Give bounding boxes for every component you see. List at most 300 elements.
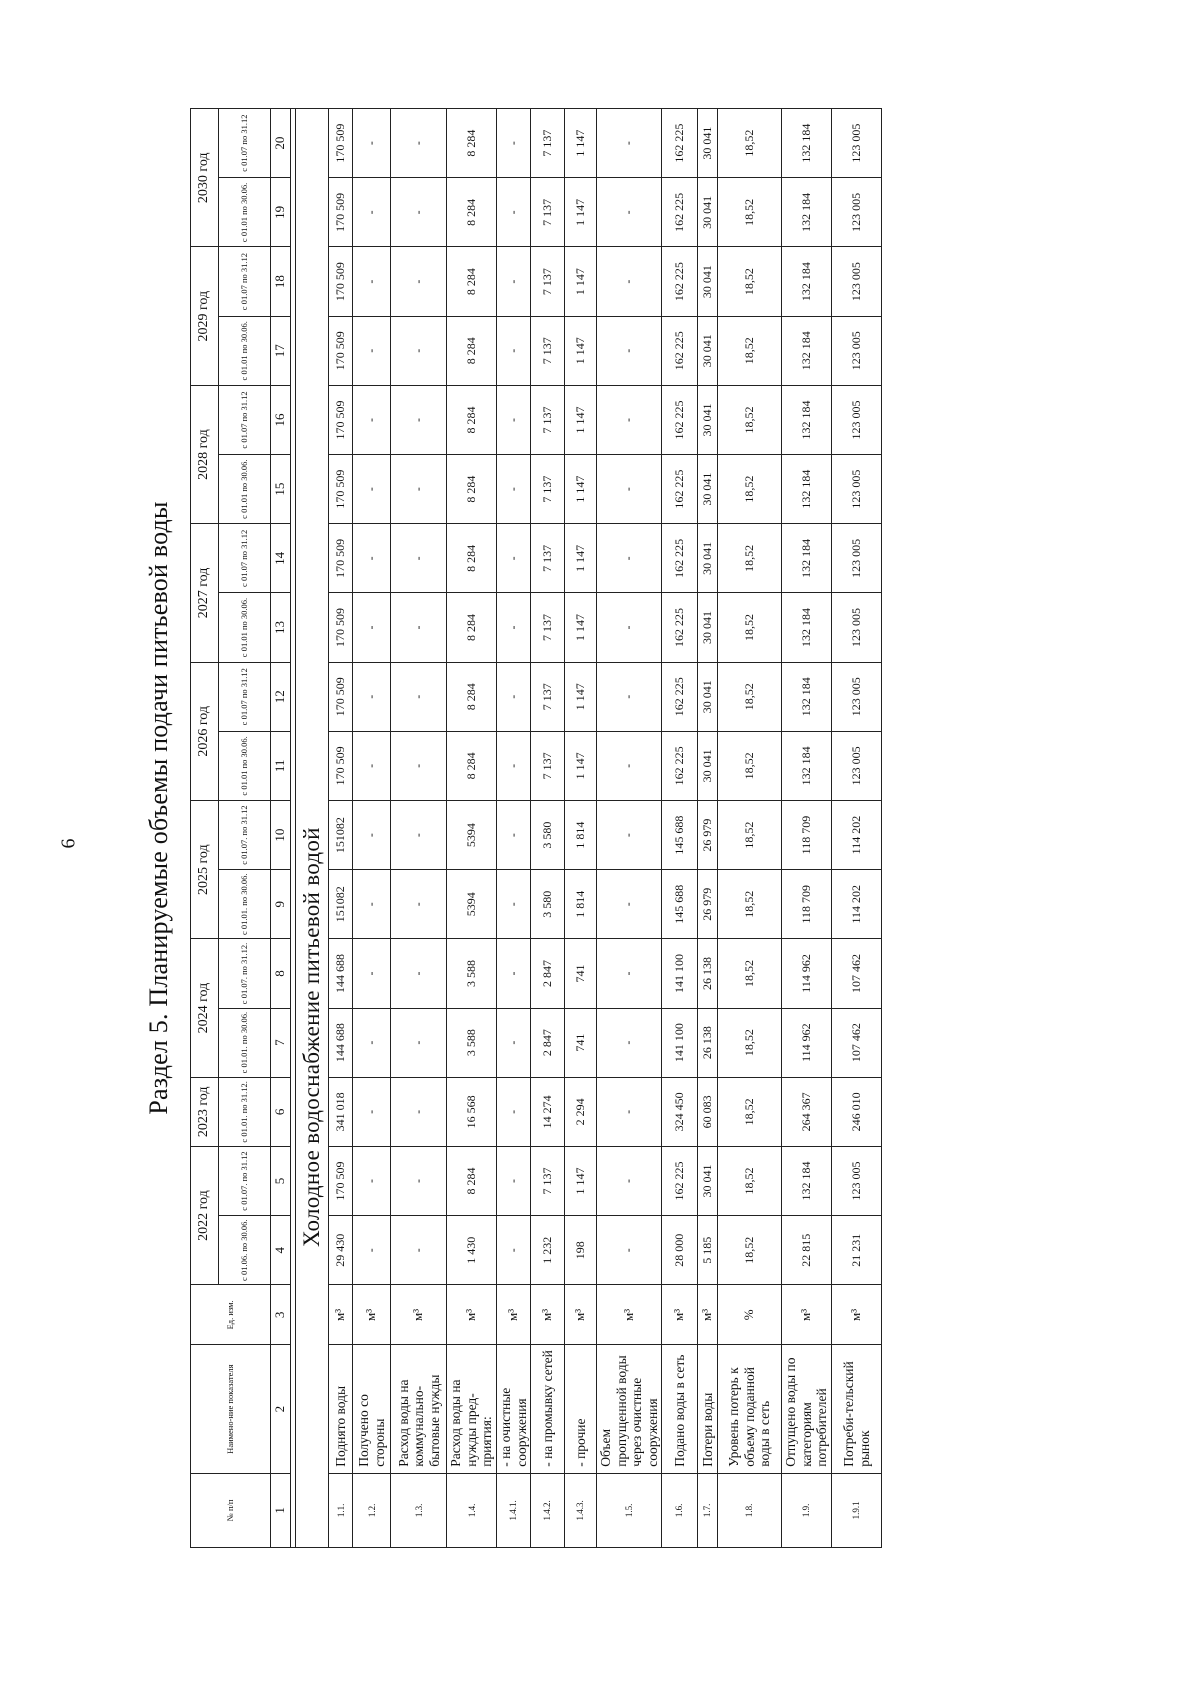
header-period: с 01.01 по 30.06. <box>219 178 271 247</box>
value-cell: - <box>353 870 391 939</box>
header-period: с 01.07. по 31.12. <box>219 939 271 1008</box>
value-cell: 18,52 <box>718 593 782 662</box>
value-cell: 170 509 <box>329 178 353 247</box>
value-cell: 246 010 <box>832 1077 882 1146</box>
header-year: 2026 год <box>191 662 219 800</box>
value-cell: 118 709 <box>782 800 832 869</box>
value-cell: 30 041 <box>698 385 718 454</box>
value-cell: - <box>391 662 447 731</box>
value-cell: - <box>353 385 391 454</box>
unit-cell: м³ <box>782 1285 832 1345</box>
unit-cell: м³ <box>496 1285 530 1345</box>
page-number: 6 <box>57 838 80 849</box>
header-period: с 01.07 по 31.12 <box>219 109 271 178</box>
value-cell: - <box>496 1008 530 1077</box>
value-cell: - <box>597 662 662 731</box>
value-cell: - <box>353 1008 391 1077</box>
value-cell: 1 147 <box>565 316 597 385</box>
value-cell: - <box>391 178 447 247</box>
value-cell: - <box>496 1077 530 1146</box>
value-cell: 141 100 <box>662 939 698 1008</box>
indicator-name: Потреби-тельский рынок <box>832 1345 882 1473</box>
value-cell: 144 688 <box>329 1008 353 1077</box>
column-number: 12 <box>271 662 291 731</box>
table-row <box>782 109 832 1548</box>
column-number: 18 <box>271 247 291 316</box>
value-cell: 8 284 <box>447 524 497 593</box>
column-number: 2 <box>271 1345 291 1473</box>
value-cell: 18,52 <box>718 109 782 178</box>
value-cell: 123 005 <box>832 316 882 385</box>
value-cell: 30 041 <box>698 731 718 800</box>
row-number: 1.4.1. <box>496 1473 530 1547</box>
value-cell: - <box>597 316 662 385</box>
value-cell: 170 509 <box>329 662 353 731</box>
value-cell: 145 688 <box>662 800 698 869</box>
column-number: 3 <box>271 1285 291 1345</box>
value-cell: 7 137 <box>531 593 565 662</box>
value-cell: 170 509 <box>329 731 353 800</box>
column-number: 16 <box>271 385 291 454</box>
row-number: 1.9. <box>782 1473 832 1547</box>
header-indicator-name: Наимено-ние показателя <box>191 1345 271 1473</box>
value-cell: 8 284 <box>447 247 497 316</box>
row-number: 1.6. <box>662 1473 698 1547</box>
indicator-name: Подано воды в сеть <box>662 1345 698 1473</box>
row-number: 1.4.3. <box>565 1473 597 1547</box>
value-cell: 26 979 <box>698 800 718 869</box>
value-cell: - <box>353 662 391 731</box>
indicator-name: Расход воды на нужды пред-приятия: <box>447 1345 497 1473</box>
table-row <box>718 109 782 1548</box>
value-cell: 8 284 <box>447 731 497 800</box>
section-heading-row: Холодное водоснабжение питьевой водой <box>296 109 329 1548</box>
value-cell: 18,52 <box>718 316 782 385</box>
value-cell: 18,52 <box>718 247 782 316</box>
column-number: 6 <box>271 1077 291 1146</box>
header-period: с 01.01 по 30.06. <box>219 455 271 524</box>
value-cell: - <box>353 247 391 316</box>
value-cell: 7 137 <box>531 247 565 316</box>
value-cell: 3 588 <box>447 1008 497 1077</box>
value-cell: 162 225 <box>662 385 698 454</box>
header-year: 2027 год <box>191 524 219 662</box>
value-cell: - <box>353 800 391 869</box>
value-cell: 30 041 <box>698 455 718 524</box>
value-cell: 1 147 <box>565 593 597 662</box>
column-number: 14 <box>271 524 291 593</box>
value-cell: 114 202 <box>832 870 882 939</box>
value-cell: 132 184 <box>782 109 832 178</box>
header-period: с 01.01. по 30.06. <box>219 870 271 939</box>
row-number: 1.3. <box>391 1473 447 1547</box>
value-cell: 8 284 <box>447 385 497 454</box>
value-cell: - <box>597 800 662 869</box>
value-cell: - <box>496 870 530 939</box>
value-cell: 30 041 <box>698 316 718 385</box>
header-year: 2023 год <box>191 1077 219 1146</box>
value-cell: 7 137 <box>531 662 565 731</box>
value-cell: 162 225 <box>662 247 698 316</box>
value-cell: 162 225 <box>662 593 698 662</box>
value-cell: 107 462 <box>832 939 882 1008</box>
value-cell: - <box>391 109 447 178</box>
indicator-name: Поднято воды <box>329 1345 353 1473</box>
value-cell: 22 815 <box>782 1216 832 1285</box>
value-cell: 162 225 <box>662 731 698 800</box>
value-cell: - <box>353 524 391 593</box>
row-number: 1.9.1 <box>832 1473 882 1547</box>
value-cell: 741 <box>565 1008 597 1077</box>
header-year: 2024 год <box>191 939 219 1077</box>
unit-cell: м³ <box>353 1285 391 1345</box>
value-cell: 741 <box>565 939 597 1008</box>
value-cell: 30 041 <box>698 593 718 662</box>
value-cell: - <box>597 1146 662 1215</box>
value-cell: 18,52 <box>718 1008 782 1077</box>
value-cell: 132 184 <box>782 178 832 247</box>
value-cell: 1 814 <box>565 800 597 869</box>
header-period: с 01.07 по 31.12 <box>219 524 271 593</box>
value-cell: 18,52 <box>718 939 782 1008</box>
value-cell: 30 041 <box>698 247 718 316</box>
value-cell: 123 005 <box>832 731 882 800</box>
header-unit: Ед. изм. <box>191 1285 271 1345</box>
value-cell: 170 509 <box>329 524 353 593</box>
header-period: с 01.06. по 30.06. <box>219 1216 271 1285</box>
value-cell: 2 847 <box>531 939 565 1008</box>
value-cell: 123 005 <box>832 109 882 178</box>
value-cell: 132 184 <box>782 731 832 800</box>
value-cell: - <box>496 662 530 731</box>
value-cell: 7 137 <box>531 455 565 524</box>
value-cell: - <box>496 1146 530 1215</box>
value-cell: - <box>496 731 530 800</box>
value-cell: - <box>391 939 447 1008</box>
column-number: 17 <box>271 316 291 385</box>
value-cell: 132 184 <box>782 1146 832 1215</box>
value-cell: 26 138 <box>698 1008 718 1077</box>
value-cell: 8 284 <box>447 662 497 731</box>
value-cell: 170 509 <box>329 247 353 316</box>
value-cell: - <box>597 109 662 178</box>
value-cell: - <box>353 455 391 524</box>
value-cell: - <box>496 524 530 593</box>
column-number: 11 <box>271 731 291 800</box>
value-cell: 145 688 <box>662 870 698 939</box>
value-cell: 118 709 <box>782 870 832 939</box>
value-cell: - <box>597 593 662 662</box>
value-cell: 170 509 <box>329 455 353 524</box>
value-cell: - <box>391 1008 447 1077</box>
table-row <box>698 109 718 1548</box>
value-cell: 151082 <box>329 870 353 939</box>
value-cell: 170 509 <box>329 1146 353 1215</box>
value-cell: 123 005 <box>832 385 882 454</box>
row-number: 1.7. <box>698 1473 718 1547</box>
value-cell: 7 137 <box>531 385 565 454</box>
value-cell: - <box>597 1216 662 1285</box>
value-cell: 7 137 <box>531 316 565 385</box>
value-cell: 8 284 <box>447 109 497 178</box>
table-row <box>662 109 698 1548</box>
value-cell: 30 041 <box>698 178 718 247</box>
table-row <box>496 109 530 1548</box>
unit-cell: м³ <box>447 1285 497 1345</box>
value-cell: - <box>597 939 662 1008</box>
value-cell: - <box>597 178 662 247</box>
value-cell: 123 005 <box>832 455 882 524</box>
column-number: 19 <box>271 178 291 247</box>
header-year: 2022 год <box>191 1146 219 1284</box>
value-cell: 8 284 <box>447 593 497 662</box>
value-cell: 30 041 <box>698 1146 718 1215</box>
value-cell: - <box>496 385 530 454</box>
value-cell: 151082 <box>329 800 353 869</box>
value-cell: 264 367 <box>782 1077 832 1146</box>
value-cell: 170 509 <box>329 109 353 178</box>
value-cell: - <box>496 455 530 524</box>
value-cell: 162 225 <box>662 109 698 178</box>
table-row <box>832 109 882 1548</box>
header-period: с 01.07. по 31.12 <box>219 1146 271 1215</box>
value-cell: 8 284 <box>447 178 497 247</box>
indicator-name: Объем пропущенной воды через очистные сооружения <box>597 1345 662 1473</box>
value-cell: 5394 <box>447 870 497 939</box>
column-number: 13 <box>271 593 291 662</box>
value-cell: 1 147 <box>565 731 597 800</box>
value-cell: - <box>391 455 447 524</box>
value-cell: 18,52 <box>718 524 782 593</box>
indicator-name: - на очистные сооружения <box>496 1345 530 1473</box>
value-cell: - <box>391 385 447 454</box>
table-row <box>531 109 565 1548</box>
value-cell: 29 430 <box>329 1216 353 1285</box>
value-cell: 1 430 <box>447 1216 497 1285</box>
value-cell: - <box>353 178 391 247</box>
value-cell: 18,52 <box>718 731 782 800</box>
value-cell: 8 284 <box>447 455 497 524</box>
value-cell: 1 147 <box>565 109 597 178</box>
value-cell: 132 184 <box>782 455 832 524</box>
value-cell: - <box>391 1146 447 1215</box>
value-cell: 123 005 <box>832 247 882 316</box>
value-cell: - <box>353 316 391 385</box>
value-cell: - <box>391 800 447 869</box>
value-cell: 3 580 <box>531 800 565 869</box>
value-cell: 26 138 <box>698 939 718 1008</box>
value-cell: 18,52 <box>718 385 782 454</box>
header-period: с 01.01 по 30.06. <box>219 316 271 385</box>
value-cell: 162 225 <box>662 316 698 385</box>
indicator-name: - прочие <box>565 1345 597 1473</box>
value-cell: 18,52 <box>718 178 782 247</box>
column-number: 5 <box>271 1146 291 1215</box>
value-cell: - <box>353 593 391 662</box>
value-cell: 132 184 <box>782 385 832 454</box>
indicator-name: Потери воды <box>698 1345 718 1473</box>
value-cell: - <box>597 870 662 939</box>
header-year: 2028 год <box>191 385 219 523</box>
unit-cell: м³ <box>329 1285 353 1345</box>
value-cell: 132 184 <box>782 524 832 593</box>
header-period: с 01.07. по 31.12 <box>219 800 271 869</box>
value-cell: 132 184 <box>782 662 832 731</box>
value-cell: - <box>353 1077 391 1146</box>
value-cell: - <box>391 247 447 316</box>
unit-cell: м³ <box>565 1285 597 1345</box>
value-cell: 123 005 <box>832 662 882 731</box>
value-cell: - <box>496 800 530 869</box>
unit-cell: м³ <box>698 1285 718 1345</box>
value-cell: - <box>496 593 530 662</box>
unit-cell: % <box>718 1285 782 1345</box>
section-title: Раздел 5. Планируемые объемы подачи питьевой воды <box>144 501 173 1115</box>
value-cell: 132 184 <box>782 316 832 385</box>
header-period: с 01.01. по 31.12. <box>219 1077 271 1146</box>
value-cell: 1 147 <box>565 247 597 316</box>
column-number: 10 <box>271 800 291 869</box>
value-cell: 18,52 <box>718 1216 782 1285</box>
value-cell: 123 005 <box>832 178 882 247</box>
value-cell: 26 979 <box>698 870 718 939</box>
header-number: № п/п <box>191 1473 271 1547</box>
table-row <box>447 109 497 1548</box>
unit-cell: м³ <box>391 1285 447 1345</box>
value-cell: - <box>597 731 662 800</box>
indicator-name: Отпущено воды по категориям потребителей <box>782 1345 832 1473</box>
water-supply-table <box>190 108 882 1548</box>
value-cell: - <box>391 731 447 800</box>
value-cell: - <box>597 455 662 524</box>
column-number: 15 <box>271 455 291 524</box>
value-cell: 7 137 <box>531 731 565 800</box>
value-cell: 162 225 <box>662 524 698 593</box>
value-cell: 170 509 <box>329 385 353 454</box>
value-cell: - <box>597 1077 662 1146</box>
value-cell: 162 225 <box>662 178 698 247</box>
value-cell: - <box>391 524 447 593</box>
header-period: с 01.01 по 30.06. <box>219 731 271 800</box>
indicator-name: - на промывку сетей <box>531 1345 565 1473</box>
value-cell: 114 962 <box>782 1008 832 1077</box>
unit-cell: м³ <box>531 1285 565 1345</box>
unit-cell: м³ <box>597 1285 662 1345</box>
table-row <box>329 109 353 1548</box>
value-cell: 8 284 <box>447 1146 497 1215</box>
table-row <box>391 109 447 1548</box>
indicator-name: Получено со стороны <box>353 1345 391 1473</box>
indicator-name: Уровень потерь к объему поданной воды в сеть <box>718 1345 782 1473</box>
value-cell: - <box>496 247 530 316</box>
value-cell: 1 232 <box>531 1216 565 1285</box>
header-period: с 01.07 по 31.12 <box>219 247 271 316</box>
value-cell: 1 147 <box>565 524 597 593</box>
value-cell: - <box>597 1008 662 1077</box>
value-cell: - <box>353 731 391 800</box>
value-cell: 28 000 <box>662 1216 698 1285</box>
value-cell: 18,52 <box>718 1146 782 1215</box>
value-cell: - <box>391 593 447 662</box>
column-number: 7 <box>271 1008 291 1077</box>
value-cell: 114 962 <box>782 939 832 1008</box>
value-cell: 1 814 <box>565 870 597 939</box>
column-number: 8 <box>271 939 291 1008</box>
header-period: с 01.01 по 30.06. <box>219 593 271 662</box>
value-cell: 2 294 <box>565 1077 597 1146</box>
header-year: 2030 год <box>191 109 219 247</box>
indicator-name: Расход воды на коммунально-бытовые нужды <box>391 1345 447 1473</box>
value-cell: - <box>391 1216 447 1285</box>
value-cell: 7 137 <box>531 524 565 593</box>
value-cell: 30 041 <box>698 109 718 178</box>
value-cell: 123 005 <box>832 593 882 662</box>
value-cell: - <box>597 247 662 316</box>
value-cell: - <box>496 109 530 178</box>
unit-cell: м³ <box>832 1285 882 1345</box>
unit-cell: м³ <box>662 1285 698 1345</box>
value-cell: 14 274 <box>531 1077 565 1146</box>
value-cell: 7 137 <box>531 178 565 247</box>
value-cell: - <box>496 178 530 247</box>
value-cell: 132 184 <box>782 247 832 316</box>
value-cell: 144 688 <box>329 939 353 1008</box>
value-cell: 162 225 <box>662 1146 698 1215</box>
value-cell: - <box>496 316 530 385</box>
value-cell: 7 137 <box>531 109 565 178</box>
value-cell: 5394 <box>447 800 497 869</box>
value-cell: 198 <box>565 1216 597 1285</box>
value-cell: 2 847 <box>531 1008 565 1077</box>
value-cell: 18,52 <box>718 455 782 524</box>
value-cell: 123 005 <box>832 524 882 593</box>
value-cell: 18,52 <box>718 1077 782 1146</box>
value-cell: 18,52 <box>718 870 782 939</box>
value-cell: - <box>353 109 391 178</box>
value-cell: 162 225 <box>662 662 698 731</box>
value-cell: - <box>391 1077 447 1146</box>
value-cell: 1 147 <box>565 1146 597 1215</box>
value-cell: 8 284 <box>447 316 497 385</box>
header-period: с 01.07 по 31.12 <box>219 385 271 454</box>
value-cell: 3 588 <box>447 939 497 1008</box>
header-period: с 01.01. по 30.06. <box>219 1008 271 1077</box>
value-cell: 1 147 <box>565 455 597 524</box>
value-cell: 21 231 <box>832 1216 882 1285</box>
value-cell: 141 100 <box>662 1008 698 1077</box>
value-cell: 114 202 <box>832 800 882 869</box>
column-number: 1 <box>271 1473 291 1547</box>
value-cell: 170 509 <box>329 316 353 385</box>
value-cell: 324 450 <box>662 1077 698 1146</box>
row-number: 1.2. <box>353 1473 391 1547</box>
value-cell: 123 005 <box>832 1146 882 1215</box>
value-cell: - <box>353 1146 391 1215</box>
column-number: 9 <box>271 870 291 939</box>
header-year: 2025 год <box>191 800 219 938</box>
rotated-page-content <box>92 0 1092 1548</box>
row-number: 1.1. <box>329 1473 353 1547</box>
value-cell: - <box>597 385 662 454</box>
value-cell: 170 509 <box>329 593 353 662</box>
row-number: 1.8. <box>718 1473 782 1547</box>
column-number: 20 <box>271 109 291 178</box>
value-cell: 1 147 <box>565 385 597 454</box>
value-cell: - <box>391 870 447 939</box>
value-cell: 60 083 <box>698 1077 718 1146</box>
value-cell: 162 225 <box>662 455 698 524</box>
value-cell: 7 137 <box>531 1146 565 1215</box>
